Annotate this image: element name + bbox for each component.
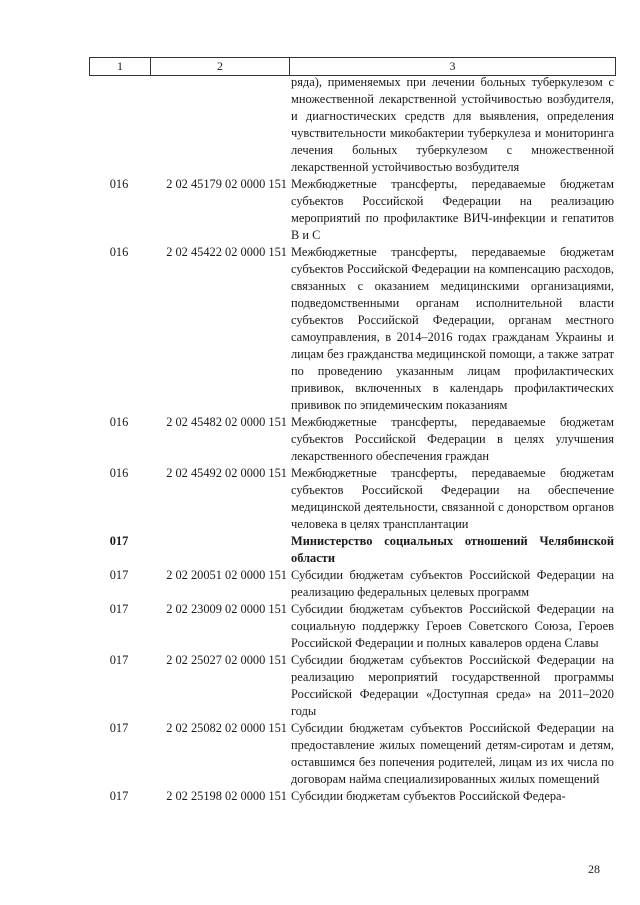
table-row: [89, 720, 614, 788]
table-row: [89, 414, 614, 465]
admin-code: 017: [109, 534, 129, 548]
admin-code: 017: [109, 568, 129, 582]
revenue-description: Межбюджетные трансферты, передаваемые бюджетам субъектов Российской Федерации на компенсацию расходов, связанных с оказанием медицинскими организациями, подведомственными органам исполнительной власти субъектов Российской Федерации, органам местного самоуправления, в 2014–2016 годах гражданам Украины и лицам без гражданства медицинской помощи, а также затрат по проведению указанным лицам профилактических прививок, включенных в календарь профилактических прививок по эпидемическим показаниям: [291, 245, 614, 412]
header-col-1: 1: [90, 58, 151, 75]
header-col-2: 2: [151, 58, 290, 75]
budget-class-code: 2 02 23009 02 0000 151: [166, 602, 287, 616]
table-row: [89, 465, 614, 533]
budget-class-code: 2 02 45482 02 0000 151: [166, 415, 287, 429]
revenue-description: Субсидии бюджетам субъектов Российской Федера-: [291, 789, 566, 803]
table-row: [89, 244, 614, 414]
budget-class-code: 2 02 25082 02 0000 151: [166, 721, 287, 735]
admin-code: 017: [109, 789, 129, 803]
table-row: [89, 652, 614, 720]
revenue-description: Субсидии бюджетам субъектов Российской Федерации на социальную поддержку Героев Советского Союза, Героев Российской Федерации и полных кавалеров ордена Славы: [291, 602, 614, 650]
admin-code: 016: [109, 177, 129, 191]
revenue-description: Министерство социальных отношений Челябинской области: [291, 534, 614, 565]
table-row: [89, 74, 614, 176]
admin-code: 016: [109, 466, 129, 480]
revenue-description: Межбюджетные трансферты, передаваемые бюджетам субъектов Российской Федерации на реализацию мероприятий по профилактике ВИЧ-инфекции и гепатитов B и C: [291, 177, 614, 242]
budget-class-code: 2 02 45492 02 0000 151: [166, 466, 287, 480]
budget-class-code: 2 02 20051 02 0000 151: [166, 568, 287, 582]
admin-code: 016: [109, 245, 129, 259]
table-body: [89, 74, 614, 805]
revenue-description: Субсидии бюджетам субъектов Российской Федерации на реализацию мероприятий государственной программы Российской Федерации «Доступная среда» на 2011–2020 годы: [291, 653, 614, 718]
budget-class-code: 2 02 45422 02 0000 151: [166, 245, 287, 259]
page-number: 28: [588, 862, 600, 876]
ministry-row: [89, 533, 614, 567]
budget-class-code: 2 02 25027 02 0000 151: [166, 653, 287, 667]
admin-code: 017: [109, 721, 129, 735]
revenue-description: Субсидии бюджетам субъектов Российской Федерации на предоставление жилых помещений детям-сиротам и детям, оставшимся без попечения родителей, лицам из их числа по договорам найма специализированных жилых помещений: [291, 721, 614, 786]
budget-class-code: 2 02 25198 02 0000 151: [166, 789, 287, 803]
revenue-description: Межбюджетные трансферты, передаваемые бюджетам субъектов Российской Федерации в целях улучшения лекарственного обеспечения граждан: [291, 415, 614, 463]
admin-code: 017: [109, 602, 129, 616]
revenue-description: ряда), применяемых при лечении больных туберкулезом с множественной лекарственной устойчивостью возбудителя, и диагностических средств для выявления, определения чувствительности микобактерии туберкулеза и мониторинга лечения больных туберкулезом с множественной лекарственной устойчивостью возбудителя: [291, 75, 614, 174]
admin-code: 017: [109, 653, 129, 667]
revenue-description: Субсидии бюджетам субъектов Российской Федерации на реализацию федеральных целевых программ: [291, 568, 614, 599]
budget-class-code: 2 02 45179 02 0000 151: [166, 177, 287, 191]
table-row: [89, 601, 614, 652]
table-row: [89, 567, 614, 601]
revenue-description: Межбюджетные трансферты, передаваемые бюджетам субъектов Российской Федерации на обеспечение медицинской деятельности, связанной с донорством органов человека в целях трансплантации: [291, 466, 614, 531]
table-row: [89, 176, 614, 244]
table-row: [89, 788, 614, 805]
admin-code: 016: [109, 415, 129, 429]
header-col-3: 3: [449, 59, 456, 73]
